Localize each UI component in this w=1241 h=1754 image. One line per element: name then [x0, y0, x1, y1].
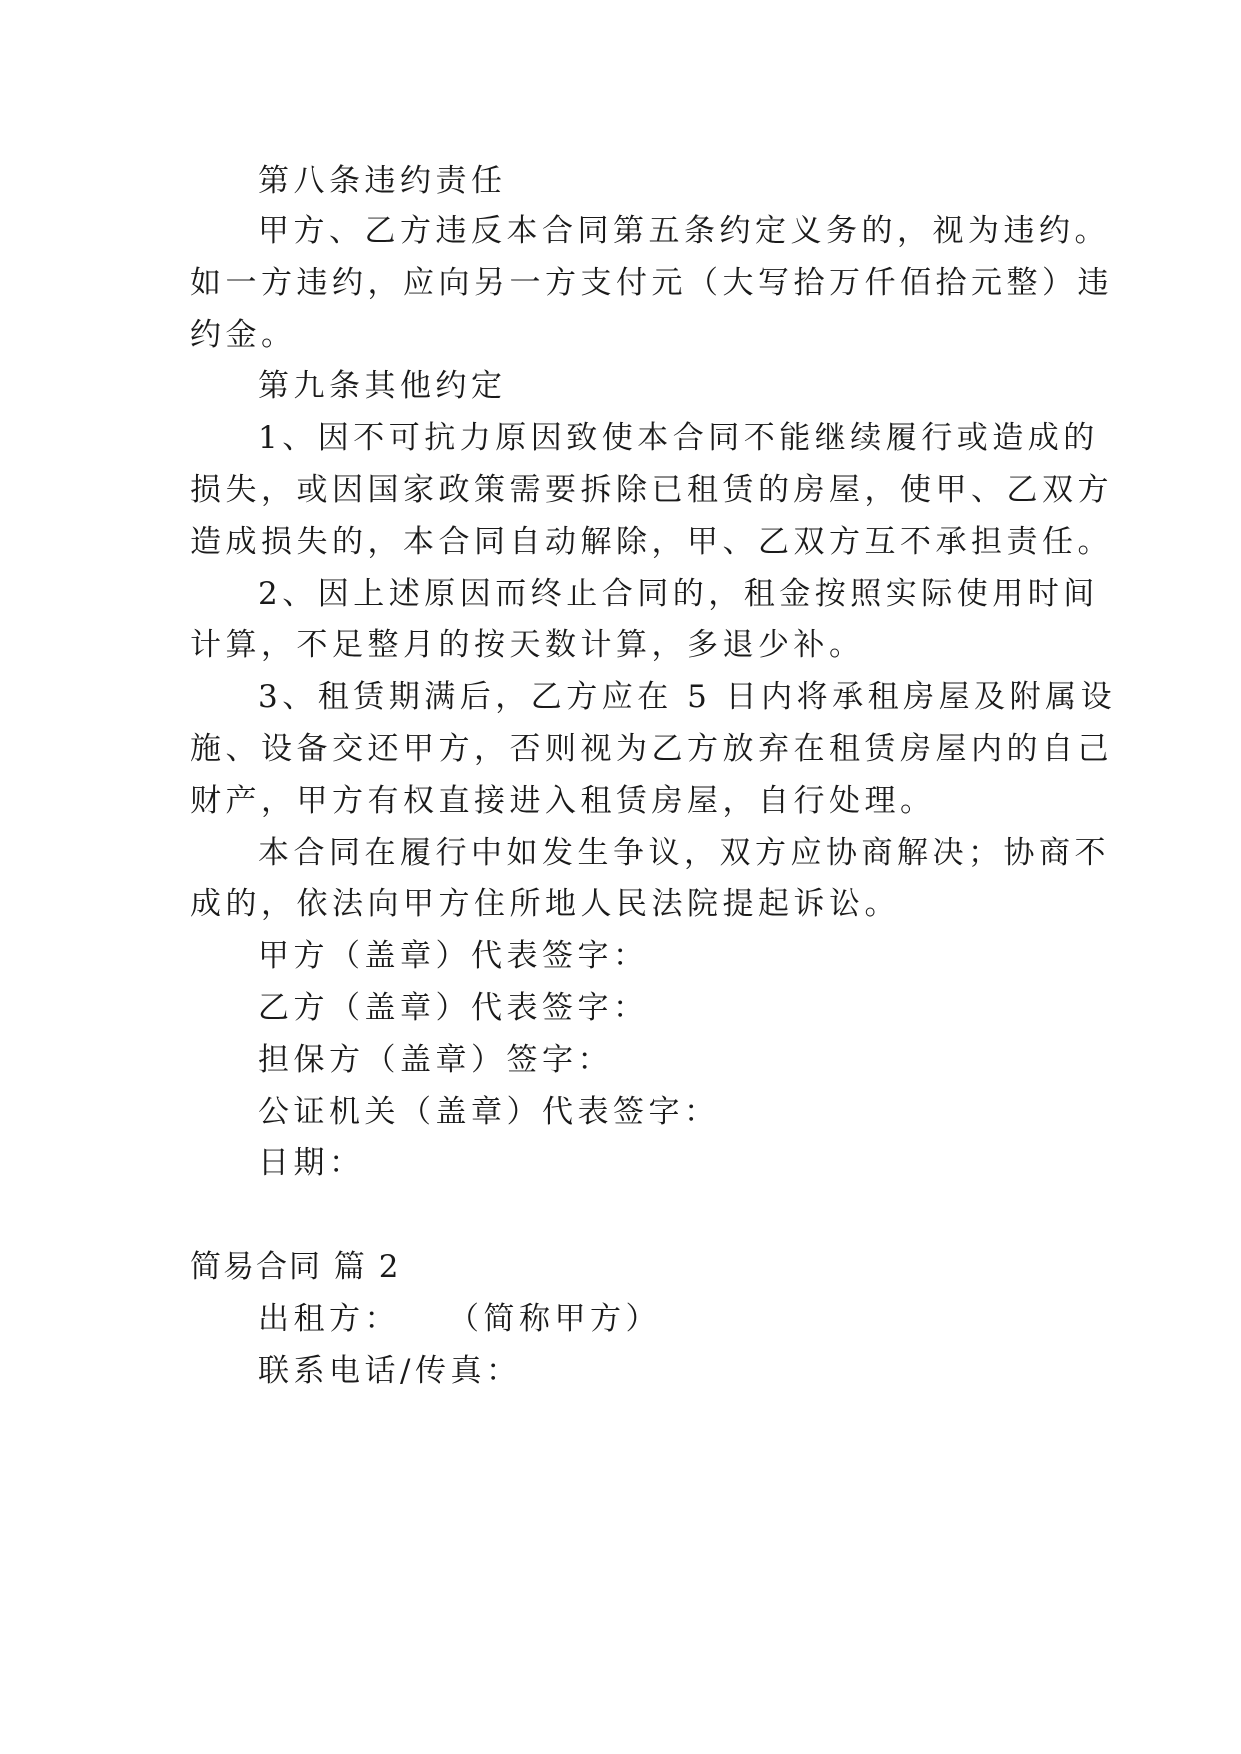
article-9-item-3-line-2: 施、设备交还甲方，否则视为乙方放弃在租赁房屋内的自己	[190, 731, 1113, 767]
signature-party-b: 乙方（盖章）代表签字：	[258, 990, 649, 1026]
article-9-title: 第九条其他约定	[258, 368, 507, 404]
dispute-line-1: 本合同在履行中如发生争议，双方应协商解决；协商不	[258, 835, 1110, 871]
signature-guarantor: 担保方（盖章）签字：	[258, 1042, 613, 1078]
article-9-item-1-line-3: 造成损失的，本合同自动解除，甲、乙双方互不承担责任。	[190, 524, 1113, 560]
lessor-label: 出租方：	[258, 1301, 400, 1337]
signature-date: 日期：	[258, 1145, 365, 1181]
article-8-line-1: 甲方、乙方违反本合同第五条约定义务的，视为违约。	[258, 213, 1110, 249]
article-9-item-2-line-1: 2、因上述原因而终止合同的，租金按照实际使用时间	[258, 576, 1099, 612]
article-9-item-3-line-1: 3、租赁期满后，乙方应在 5 日内将承租房屋及附属设	[258, 679, 1117, 715]
article-9-item-1-line-1: 1、因不可抗力原因致使本合同不能继续履行或造成的	[258, 420, 1099, 456]
article-9-item-3-line-3: 财产，甲方有权直接进入租赁房屋，自行处理。	[190, 783, 936, 819]
lessor-note: （简称甲方）	[448, 1301, 661, 1337]
signature-notary: 公证机关（盖章）代表签字：	[258, 1094, 720, 1130]
contact-line: 联系电话/传真：	[258, 1353, 522, 1389]
article-8-title: 第八条违约责任	[258, 163, 507, 199]
section-2-heading: 简易合同 篇 2	[190, 1249, 401, 1285]
article-9-item-2-line-2: 计算，不足整月的按天数计算，多退少补。	[190, 627, 865, 663]
dispute-line-2: 成的，依法向甲方住所地人民法院提起诉讼。	[190, 886, 900, 922]
article-8-line-2: 如一方违约，应向另一方支付元（大写拾万仟佰拾元整）违	[190, 265, 1113, 301]
lessor-line	[258, 1293, 661, 1338]
article-9-item-1-line-2: 损失，或因国家政策需要拆除已租赁的房屋，使甲、乙双方	[190, 472, 1113, 508]
article-8-line-3: 约金。	[190, 317, 297, 353]
signature-party-a: 甲方（盖章）代表签字：	[258, 938, 649, 974]
